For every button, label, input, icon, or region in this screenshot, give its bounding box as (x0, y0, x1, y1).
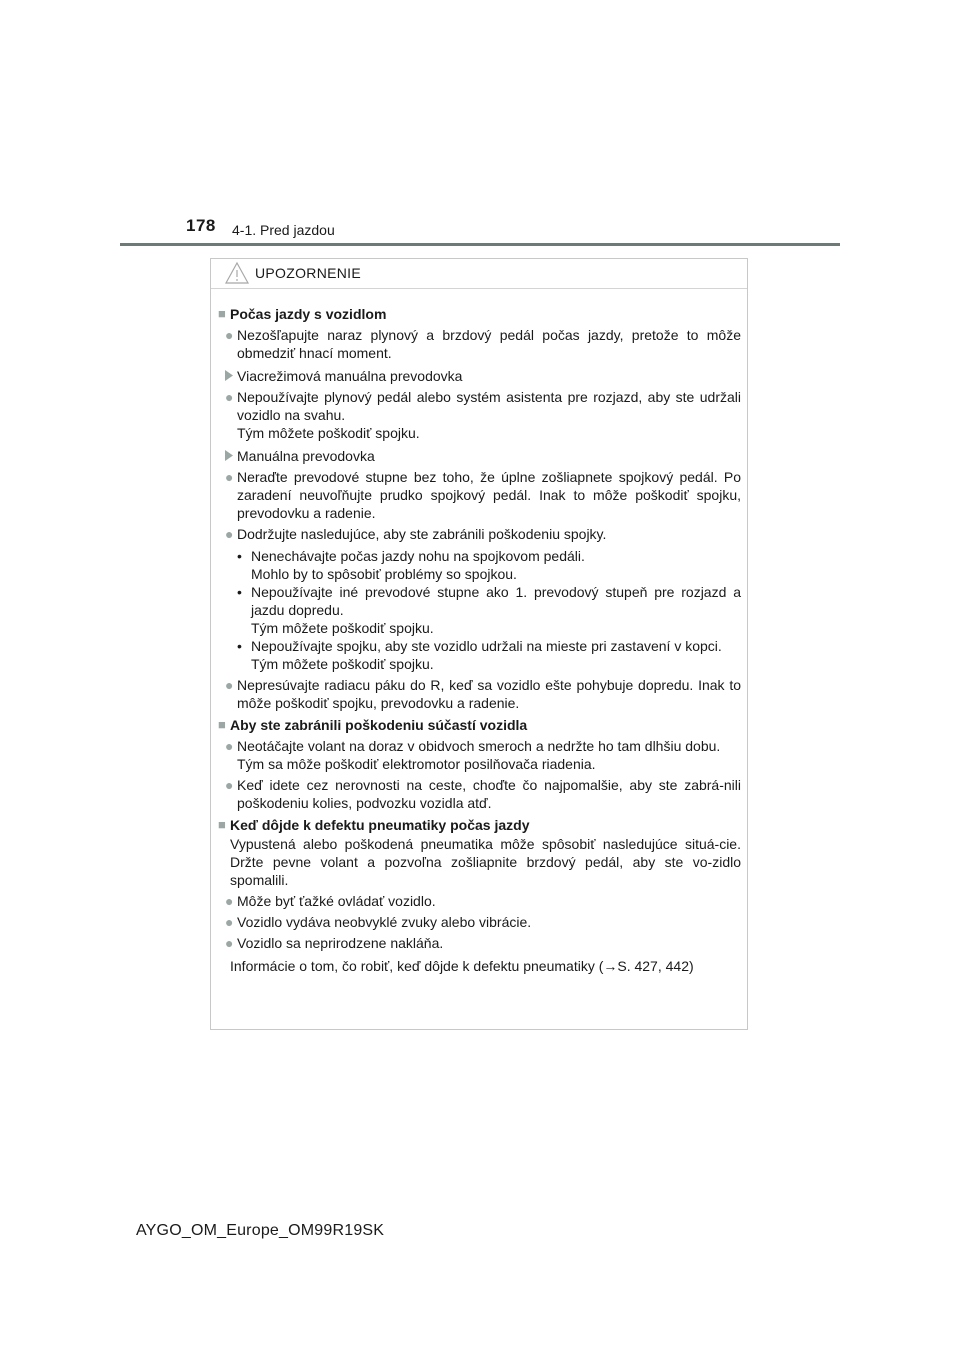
list-item: ● Dodržujte nasledujúce, aby ste zabránili poškodeniu spojky. (225, 526, 607, 542)
dot-item: • Nenechávajte počas jazdy nohu na spojkovom pedáli. Mohlo by to spôsobiť problémy so spojkou. (237, 548, 585, 582)
paragraph: Informácie o tom, čo robiť, keď dôjde k defektu pneumatiky (→S. 427, 442) (230, 958, 694, 974)
dot-list (237, 547, 741, 673)
circle-bullet-icon: ● (225, 777, 234, 793)
circle-bullet-icon: ● (225, 526, 234, 542)
section-title: 4-1. Pred jazdou (232, 222, 335, 238)
triangle-right-icon (225, 447, 237, 465)
list-item: ● Môže byť ťažké ovládať vozidlo. (225, 893, 436, 909)
section-heading: ■ Počas jazdy s vozidlom (218, 306, 387, 322)
section-heading: ■ Aby ste zabránili poškodeniu súčastí vozidla (218, 717, 528, 733)
warning-box (210, 258, 748, 1030)
list-item: ● Vozidlo sa neprirodzene nakláňa. (225, 935, 444, 951)
circle-bullet-icon: ● (225, 893, 234, 909)
sub-heading: Manuálna prevodovka (225, 447, 741, 465)
circle-bullet-icon: ● (225, 389, 234, 405)
warning-content (211, 289, 747, 975)
square-bullet-icon: ■ (218, 717, 226, 732)
dot-item: • Nepoužívajte iné prevodové stupne ako 1. prevodový stupeň pre rozjazd a jazdu dopredu. Tým môžete poškodiť spojku. (237, 584, 741, 636)
list-item: ● Vozidlo vydáva neobvyklé zvuky alebo vibrácie. (225, 914, 532, 930)
list-item: ● Neraďte prevodové stupne bez toho, že úplne zošliapnete spojkový pedál. Po zaradení neuvoľňujte prudko spojkový pedál. Inak to môže poškodiť spojku, prevodovku a radenie. (225, 469, 741, 521)
list-item: ● Neotáčajte volant na doraz v obidvoch smeroch a nedržte ho tam dlhšiu dobu. Tým sa môže poškodiť elektromotor posilňovača riadenia. (225, 738, 721, 772)
square-bullet-icon: ■ (218, 306, 226, 321)
warning-label: UPOZORNENIE (255, 265, 361, 281)
circle-bullet-icon: ● (225, 738, 234, 754)
list-item: ● Keď idete cez nerovnosti na ceste, choďte čo najpomalšie, aby ste zabrá-nili poškodeniu kolies, podvozku vozidla atď. (225, 777, 741, 811)
page-number: 178 (186, 216, 216, 235)
circle-bullet-icon: ● (225, 327, 234, 343)
list-item: ● Nezošľapujte naraz plynový a brzdový pedál počas jazdy, pretože to môže obmedziť hnací moment. (225, 327, 741, 361)
sub-heading: Viacrežimová manuálna prevodovka (225, 367, 741, 385)
circle-bullet-icon: ● (225, 677, 234, 693)
list-item: ● Nepresúvajte radiacu páku do R, keď sa vozidlo ešte pohybuje dopredu. Inak to môže poškodiť spojku, prevodovku a radenie. (225, 677, 741, 711)
circle-bullet-icon: ● (225, 469, 234, 485)
square-bullet-icon: ■ (218, 817, 226, 832)
warning-header (211, 259, 747, 289)
section-heading: ■ Keď dôjde k defektu pneumatiky počas jazdy (218, 817, 530, 833)
header-rule (120, 243, 840, 246)
paragraph: Vypustená alebo poškodená pneumatika môže spôsobiť nasledujúce situá-cie. Držte pevne volant a pozvoľna zošliapnite brzdový pedál, aby ste vo-zidlo spomalili. (230, 836, 741, 888)
triangle-right-icon (225, 367, 237, 385)
warning-triangle-icon (225, 262, 249, 284)
list-item: ● Nepoužívajte plynový pedál alebo systém asistenta pre rozjazd, aby ste udržali vozidlo na svahu. Tým môžete poškodiť spojku. (225, 389, 741, 441)
document-code: AYGO_OM_Europe_OM99R19SK (136, 1222, 385, 1239)
dot-item: • Nepoužívajte spojku, aby ste vozidlo udržali na mieste pri zastavení v kopci. Tým môžete poškodiť spojku. (237, 638, 722, 672)
circle-bullet-icon: ● (225, 914, 234, 930)
circle-bullet-icon: ● (225, 935, 234, 951)
